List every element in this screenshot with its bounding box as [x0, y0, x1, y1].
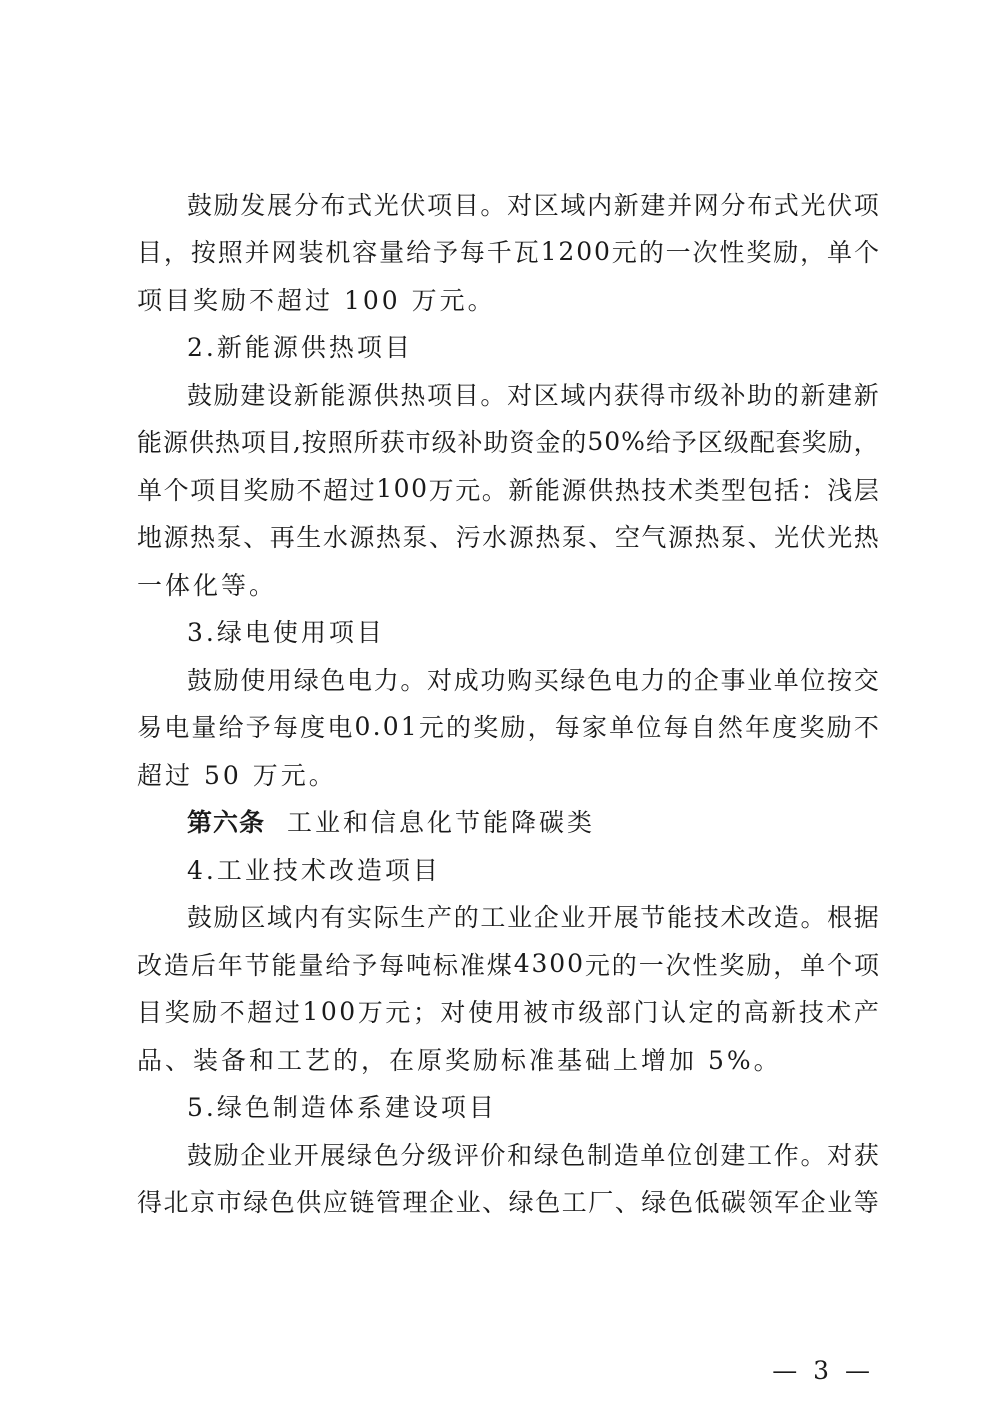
paragraph-line: 地 源 热 泵 、 再 生 水 源 热 泵 、 污 水 源 热 泵 、 空 气 源 热 泵 、 光 伏 光 热	[137, 523, 879, 553]
article-heading	[137, 798, 879, 846]
article-label: 第六条	[187, 808, 266, 838]
paragraph-line: 一体化等。	[137, 570, 278, 600]
paragraph-line: 目 ， 按 照 并 网 装 机 容 量 给 予 每 千 瓦 1 2 0 0 元 的 一 次 性 奖 励 ， 单 个	[137, 236, 879, 268]
section-heading: 5.绿色制造体系建设项目	[187, 1093, 497, 1123]
article-title: 工业和信息化节能降碳类	[287, 808, 596, 838]
document-body	[137, 180, 879, 1225]
paragraph-line: 超过 50 万元。	[137, 760, 337, 790]
paragraph-line: 能 源 供 热 项 目 , 按 照 所 获 市 级 补 助 资 金 的 5 0 % 给 予 区 级 配 套 奖 励 ，	[137, 426, 879, 458]
section-heading: 2.新能源供热项目	[187, 333, 413, 363]
paragraph-line: 鼓 励 发 展 分 布 式 光 伏 项 目 。 对 区 域 内 新 建 并 网 分 布 式 光 伏 项	[187, 190, 879, 220]
paragraph-line: 鼓 励 区 域 内 有 实 际 生 产 的 工 业 企 业 开 展 节 能 技 术 改 造 。 根 据	[187, 903, 879, 933]
section-heading: 4.工业技术改造项目	[187, 855, 441, 885]
paragraph-line: 鼓 励 使 用 绿 色 电 力 。 对 成 功 购 买 绿 色 电 力 的 企 事 业 单 位 按 交	[187, 665, 879, 695]
paragraph-line: 得 北 京 市 绿 色 供 应 链 管 理 企 业 、 绿 色 工 厂 、 绿 色 低 碳 领 军 企 业 等	[137, 1188, 879, 1218]
paragraph-line: 易 电 量 给 予 每 度 电 0 . 0 1 元 的 奖 励 ， 每 家 单 位 每 自 然 年 度 奖 励 不	[137, 711, 879, 743]
paragraph-line: 单 个 项 目 奖 励 不 超 过 1 0 0 万 元 。 新 能 源 供 热 技 术 类 型 包 括 ： 浅 层	[137, 474, 879, 505]
page-number: — 3 —	[772, 1356, 874, 1385]
paragraph-line: 品、装备和工艺的，在原奖励标准基础上增加 5%。	[137, 1045, 782, 1075]
paragraph-line: 鼓 励 企 业 开 展 绿 色 分 级 评 价 和 绿 色 制 造 单 位 创 建 工 作 。 对 获	[187, 1140, 879, 1170]
section-heading: 3.绿电使用项目	[187, 618, 385, 648]
paragraph-line: 项目奖励不超过 100 万元。	[137, 285, 496, 315]
paragraph-line: 改 造 后 年 节 能 量 给 予 每 吨 标 准 煤 4 3 0 0 元 的 一 次 性 奖 励 ， 单 个 项	[137, 949, 879, 980]
paragraph-line: 目 奖 励 不 超 过 1 0 0 万 元 ； 对 使 用 被 市 级 部 门 认 定 的 高 新 技 术 产	[137, 996, 879, 1028]
paragraph-line: 鼓 励 建 设 新 能 源 供 热 项 目 。 对 区 域 内 获 得 市 级 补 助 的 新 建 新	[187, 380, 879, 410]
